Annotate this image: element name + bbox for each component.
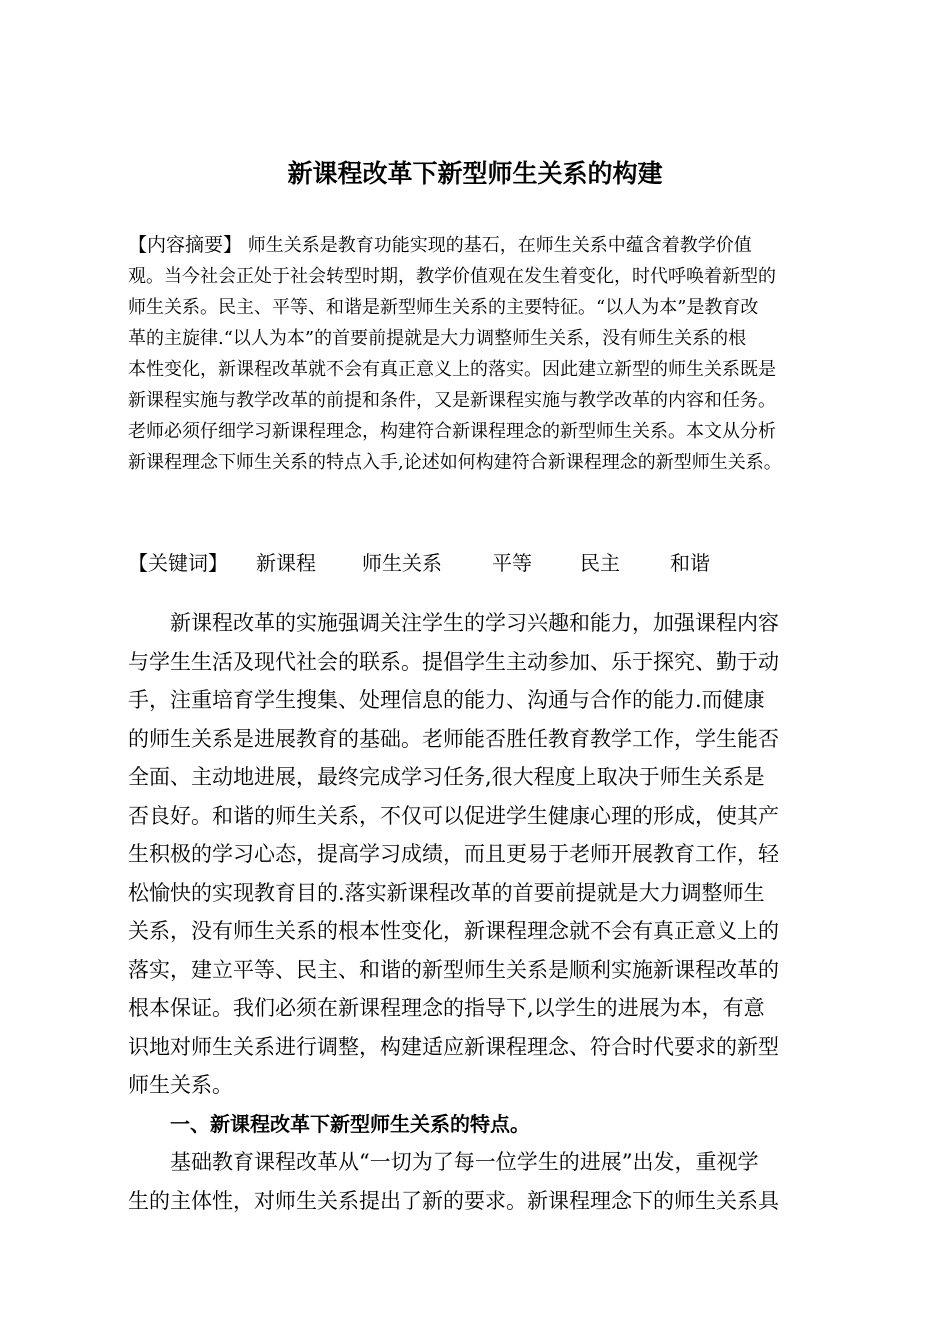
- abstract-line: [128, 230, 828, 261]
- body-line: 生积极的学习心态，提高学习成绩，而且更易于老师开展教育工作，轻: [128, 842, 779, 866]
- abstract-line: 师生关系。民主、平等、和谐是新型师生关系的主要特征。“以人为本”是教育改: [128, 297, 759, 318]
- abstract-line: 本性变化，新课程改革就不会有真正意义上的落实。因此建立新型的师生关系既是: [128, 359, 776, 380]
- keyword: 新课程: [256, 551, 316, 575]
- body-line: 与学生生活及现代社会的联系。提倡学生主动参加、乐于探究、勤于动: [128, 649, 779, 674]
- abstract-block: [128, 230, 828, 478]
- abstract-line: 新课程实施与教学改革的前提和条件，又是新课程实施与教学改革的内容和任务。: [128, 390, 776, 411]
- body-line: 关系，没有师生关系的根本性变化，新课程理念就不会有真正意义上的: [128, 919, 779, 943]
- section-heading: 一、新课程改革下新型师生关系的特点。: [170, 1111, 530, 1136]
- body-line: 的师生关系是进展教育的基础。老师能否胜任教育教学工作，学生能否: [128, 726, 779, 751]
- abstract-line: 革的主旋律.“以人为本”的首要前提就是大力调整师生关系，没有师生关系的根: [128, 328, 747, 349]
- section-line: 生的主体性，对师生关系提出了新的要求。新课程理念下的师生关系具: [128, 1188, 779, 1213]
- body-text: [128, 604, 828, 1220]
- keyword: 师生关系: [362, 551, 442, 575]
- body-line: 新课程改革的实施强调关注学生的学习兴趣和能力，加强课程内容: [170, 611, 779, 635]
- body-line: 否良好。和谐的师生关系，不仅可以促进学生健康心理的形成，使其产: [128, 803, 779, 828]
- abstract-text: 师生关系是教育功能实现的基石，在师生关系中蕴含着教学价值: [247, 235, 752, 256]
- keyword: 民主: [580, 551, 620, 575]
- body-line: 师生关系。: [128, 1073, 233, 1097]
- body-line: 松愉快的实现教育目的.落实新课程改革的首要前提就是大力调整师生: [128, 880, 765, 905]
- abstract-line: 观。当今社会正处于社会转型时期，教学价值观在发生着变化，时代呼唤着新型的: [128, 266, 776, 287]
- abstract-line: 老师必须仔细学习新课程理念，构建符合新课程理念的新型师生关系。本文从分析: [128, 421, 776, 442]
- body-line: 手，注重培育学生搜集、处理信息的能力、沟通与合作的能力.而健康: [128, 688, 765, 712]
- document-title: 新课程改革下新型师生关系的构建: [287, 159, 663, 188]
- keyword: 平等: [492, 551, 532, 575]
- section-line: 基础教育课程改革从“一切为了每一位学生的进展”出发，重视学: [170, 1150, 759, 1174]
- abstract-label: 【内容摘要】: [128, 234, 243, 256]
- keyword: 和谐: [670, 551, 710, 575]
- keywords-label: 【关键词】: [128, 551, 228, 575]
- body-line: 根本保证。我们必须在新课程理念的指导下,以学生的进展为本，有意: [128, 996, 765, 1020]
- abstract-line: 新课程理念下师生关系的特点入手,论述如何构建符合新课程理念的新型师生关系。: [128, 452, 782, 473]
- body-line: 全面、主动地进展，最终完成学习任务,很大程度上取决于师生关系是: [128, 765, 765, 789]
- keywords-row: [128, 545, 828, 581]
- body-line: 识地对师生关系进行调整，构建适应新课程理念、符合时代要求的新型: [128, 1034, 779, 1059]
- body-line: 落实，建立平等、民主、和谐的新型师生关系是顺利实施新课程改革的: [128, 957, 779, 982]
